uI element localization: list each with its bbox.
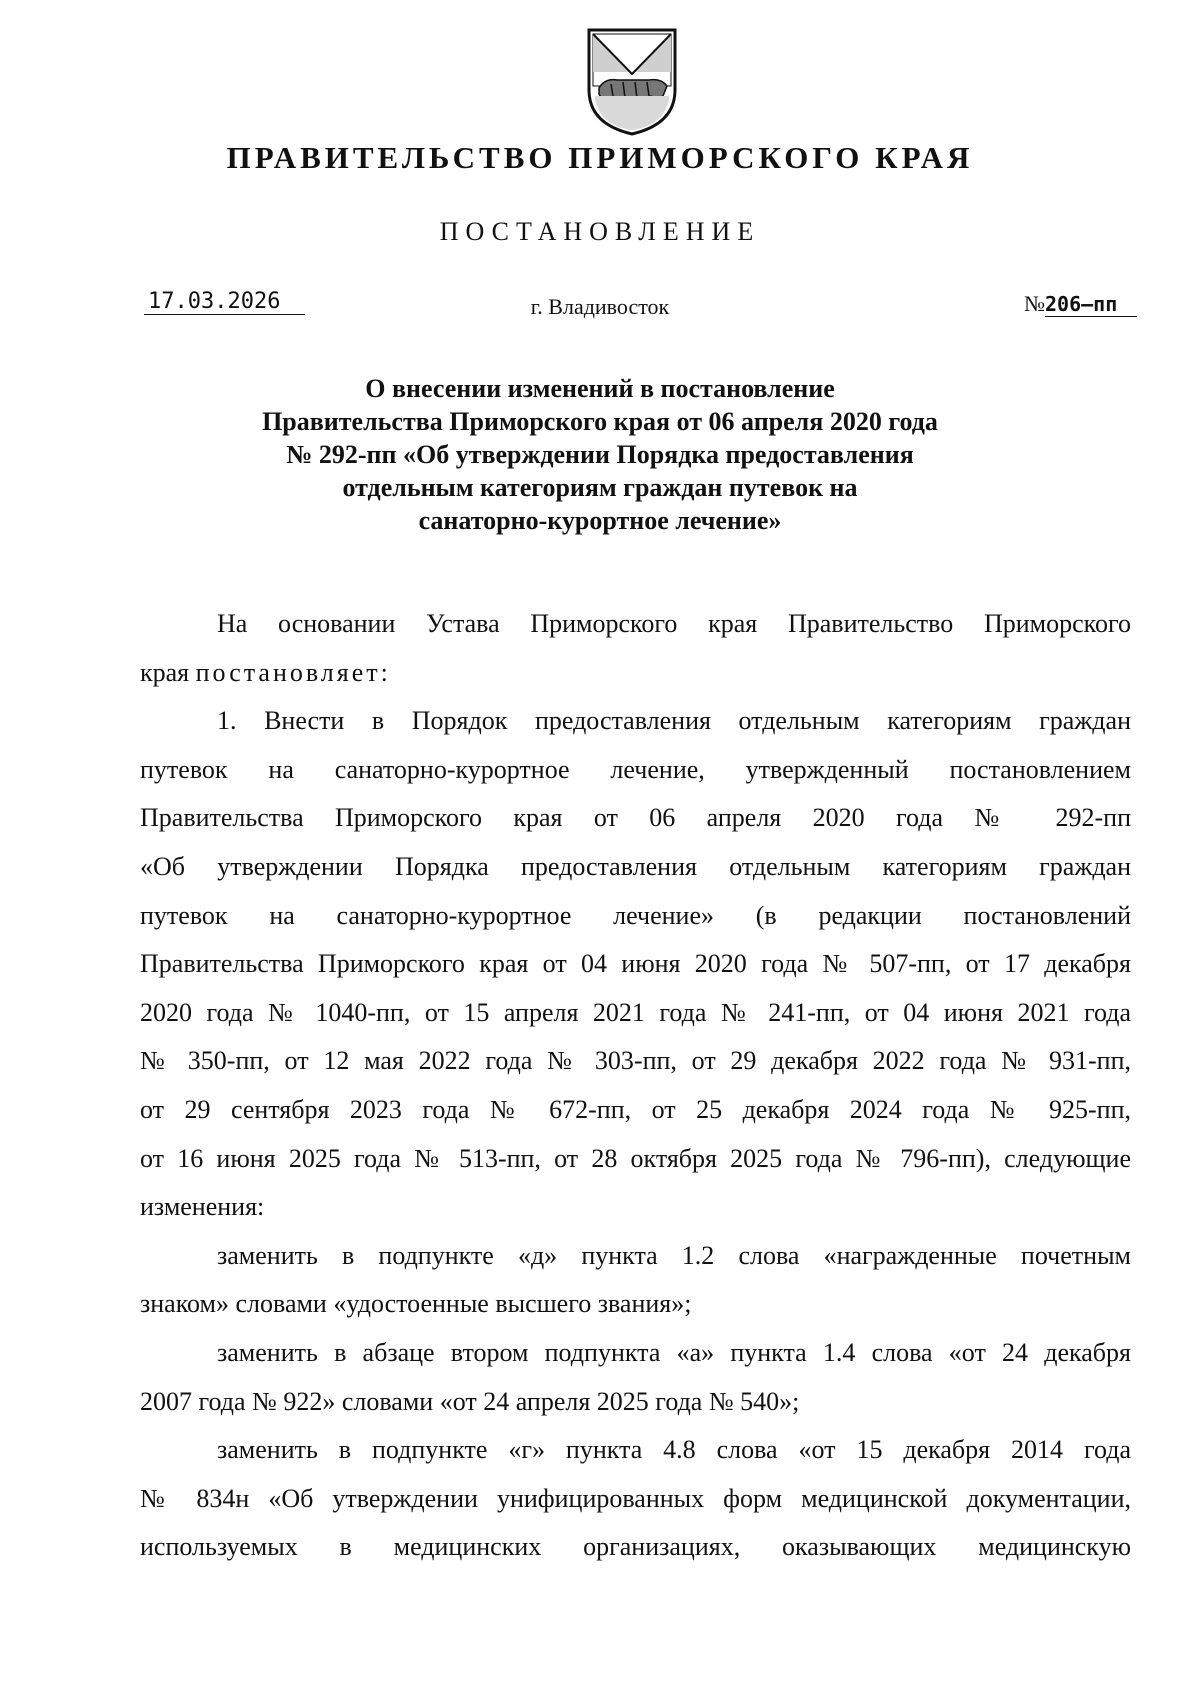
subject-line: Правительства Приморского края от 06 апреля 2020 года <box>262 407 938 436</box>
preamble-line <box>140 649 1131 698</box>
paragraph-line: Правительства Приморского края от 04 июня 2020 года № 507-пп, от 17 декабря <box>140 949 1131 979</box>
paragraph-line: знаком» словами «удостоенные высшего звания»; <box>140 1289 692 1319</box>
document-type: ПОСТАНОВЛЕНИЕ <box>439 217 761 246</box>
preamble-line: На основании Устава Приморского края Правительство Приморского <box>217 609 1131 638</box>
paragraph-line: от 16 июня 2025 года № 513-пп, от 28 октября 2025 года № 796-пп), следующие <box>140 1143 1131 1173</box>
preamble-text: края <box>140 657 190 687</box>
document-city: г. Владивосток <box>530 294 670 319</box>
subject-line: отдельным категориям граждан путевок на <box>342 473 858 502</box>
document-date: 17.03.2026 <box>144 289 305 315</box>
subject-line: санаторно-курортное лечение» <box>418 506 782 535</box>
subject-line: О внесении изменений в постановление <box>365 374 835 403</box>
paragraph-line: 1. Внести в Порядок предоставления отдельным категориям граждан <box>217 706 1131 736</box>
document-subject <box>200 372 1000 537</box>
paragraph-line: «Об утверждении Порядка предоставления отдельным категориям граждан <box>140 851 1131 881</box>
paragraph-line: путевок на санаторно-курортное лечение» (в редакции постановлений <box>140 900 1131 930</box>
subject-line: № 292-пп «Об утверждении Порядка предоставления <box>286 440 914 469</box>
paragraph-line: 2020 года № 1040-пп, от 15 апреля 2021 года № 241-пп, от 04 июня 2021 года <box>140 997 1131 1027</box>
paragraph-line: заменить в абзаце втором подпункта «а» пункта 1.4 слова «от 24 декабря <box>217 1337 1131 1367</box>
document-body <box>140 600 1131 1572</box>
document-number <box>1024 291 1137 317</box>
coat-of-arms-emblem <box>583 26 681 138</box>
paragraph-line: заменить в подпункте «г» пункта 4.8 слова «от 15 декабря 2014 года <box>217 1435 1131 1465</box>
paragraph-line: Правительства Приморского края от 06 апреля 2020 года № 292-пп <box>140 803 1131 833</box>
resolves-word: постановляет: <box>195 657 391 687</box>
paragraph-line: заменить в подпункте «д» пункта 1.2 слова «награжденные почетным <box>217 1240 1131 1270</box>
paragraph-line: от 29 сентября 2023 года № 672-пп, от 25 декабря 2024 года № 925-пп, <box>140 1094 1131 1124</box>
number-sign: № <box>1024 291 1045 316</box>
number-value: 206–пп <box>1045 292 1137 317</box>
paragraph-line: путевок на санаторно-курортное лечение, утвержденный постановлением <box>140 754 1131 784</box>
paragraph-line: № 834н «Об утверждении унифицированных форм медицинской документации, <box>140 1483 1131 1513</box>
paragraph-line: используемых в медицинских организациях, оказывающих медицинскую <box>140 1532 1131 1562</box>
paragraph-line: № 350-пп, от 12 мая 2022 года № 303-пп, от 29 декабря 2022 года № 931-пп, <box>140 1046 1131 1076</box>
government-title: ПРАВИТЕЛЬСТВО ПРИМОРСКОГО КРАЯ <box>226 140 974 175</box>
paragraph-line: 2007 года № 922» словами «от 24 апреля 2025 года № 540»; <box>140 1386 800 1416</box>
paragraph-line: изменения: <box>140 1192 265 1222</box>
